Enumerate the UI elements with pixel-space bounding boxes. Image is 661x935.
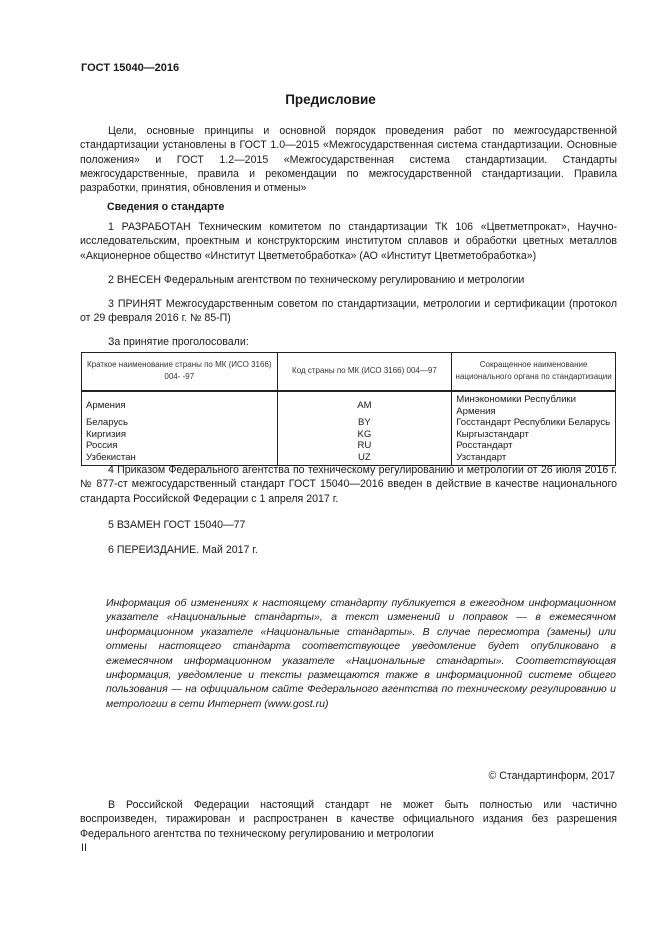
item-introduced (80, 273, 617, 287)
item-enacted-text: 4 Приказом Федерального агентства по техническому регулированию и метрологии от 26 июля 2016 г. № 877-ст межгосударственный стандарт ГОСТ 15040—2016 введен в действие в качестве национального стандарта Российской Федерации с 1 апреля 2017 г. (80, 464, 617, 505)
intro-text: Цели, основные принципы и основной порядок проведения работ по межгосударственной стандартизации установлены в ГОСТ 1.0—2015 «Межгосударственная система стандартизации. Основные положения» и ГОСТ 1.2—2015 «Межгосударственная система стандартизации. Стандарты межгосударственные, правила и рекомендации по межгосударственной стандартизации. Правила разработки, принятия, обновления и отмены» (80, 125, 617, 195)
page-number: II (81, 842, 87, 854)
copyright: © Стандартинформ, 2017 (488, 770, 615, 782)
body-cell: Госстандарт Республики Беларусь (452, 417, 616, 429)
item-adopted (80, 297, 617, 326)
body-cell: Росстандарт (452, 440, 616, 452)
body-cell: Узстандарт (452, 452, 616, 465)
info-note (106, 596, 616, 711)
table-row (82, 417, 616, 429)
code-cell: UZ (277, 452, 452, 465)
code-cell: KG (277, 429, 452, 441)
country-cell: Киргизия (82, 429, 278, 441)
header-country: Краткое наименование страны по МК (ИСО 3166) 004- -97 (82, 353, 278, 392)
country-cell: Россия (82, 440, 278, 452)
body-cell: Кыргызстандарт (452, 429, 616, 441)
code-cell: BY (277, 417, 452, 429)
section-heading: Сведения о стандарте (107, 201, 225, 213)
page-title: Предисловие (285, 92, 376, 107)
item-reissue (80, 543, 617, 557)
table-row (82, 440, 616, 452)
rights-notice (80, 798, 617, 841)
item-enacted (80, 463, 617, 506)
voted-label (80, 335, 617, 349)
item-replaces (80, 518, 617, 532)
country-cell: Беларусь (82, 417, 278, 429)
vote-table (81, 352, 616, 466)
item-replaces-text: 5 ВЗАМЕН ГОСТ 15040—77 (108, 519, 246, 531)
table-row (82, 429, 616, 441)
code-cell: AM (277, 391, 452, 417)
item-adopted-text: 3 ПРИНЯТ Межгосударственным советом по стандартизации, метрологии и сертификации (протокол от 29 февраля 2016 г. № 85-П) (80, 298, 617, 325)
item-developed (80, 220, 617, 263)
country-cell: Узбекистан (82, 452, 278, 465)
header-body: Сокращенное наименование национального органа по стандартизации (452, 353, 616, 392)
item-reissue-text: 6 ПЕРЕИЗДАНИЕ. Май 2017 г. (108, 544, 258, 556)
table-row (82, 391, 616, 417)
code-cell: RU (277, 440, 452, 452)
header-code: Код страны по МК (ИСО 3166) 004—97 (277, 353, 452, 392)
intro-paragraph (80, 124, 617, 195)
country-cell: Армения (82, 391, 278, 417)
body-cell: Минэкономики Республики Армения (452, 391, 616, 417)
voted-label-text: За принятие проголосовали: (108, 336, 249, 348)
rights-notice-text: В Российской Федерации настоящий стандарт не может быть полностью или частично воспроизведен, тиражирован и распространен в качестве официального издания без разрешения Федерального агентства по техническому регулированию и метрологии (80, 799, 617, 840)
item-introduced-text: 2 ВНЕСЕН Федеральным агентством по техническому регулированию и метрологии (108, 274, 525, 286)
vote-table-header (82, 353, 616, 392)
item-developed-text: 1 РАЗРАБОТАН Техническим комитетом по стандартизации ТК 106 «Цветметпрокат», Научно-исследовательским, проектным и конструкторским институтом сплавов и обработки цветных металлов «Акционерное общество «Институт Цветметобработка» (АО «Институт Цветметобработка») (80, 221, 617, 262)
document-code: ГОСТ 15040—2016 (81, 62, 180, 74)
info-note-text: Информация об изменениях к настоящему стандарту публикуется в ежегодном информационном указателе «Национальные стандарты», а текст изменений и поправок — в ежемесячном информационном указателе «Национальные стандарты». В случае пересмотра (замены) или отмены настоящего стандарта соответствующее уведомление будет опубликовано в ежемесячном информационном указателе «Национальные стандарты». Соответствующая информация, уведомление и тексты размещаются также в информационной системе общего пользования — на официальном сайте Федерального агентства по техническому регулированию и метрологии в сети Интернет (www.gost.ru) (106, 597, 616, 710)
